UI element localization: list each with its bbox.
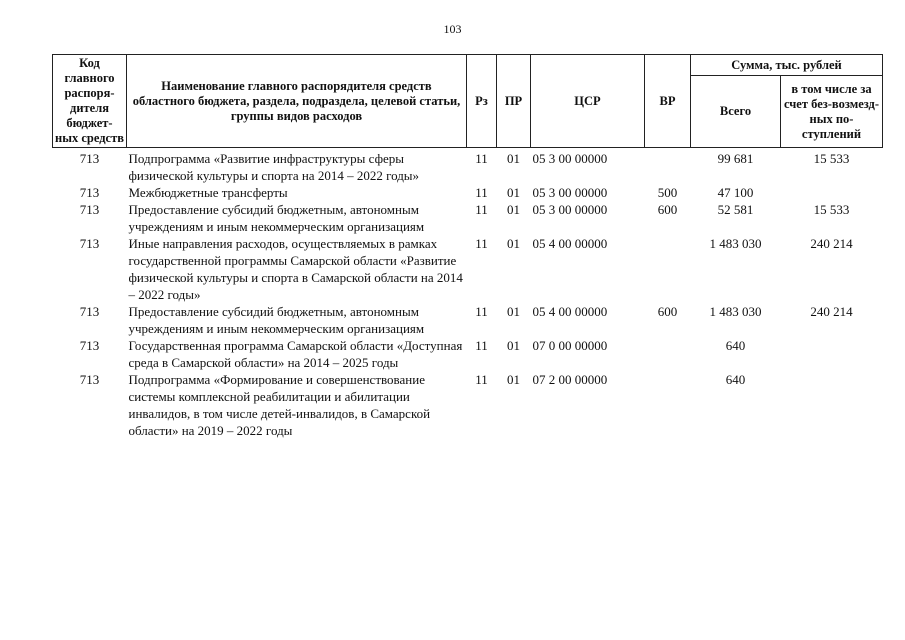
table-row [53,303,883,337]
cell-vr [645,235,691,303]
table-row [53,337,883,371]
cell-pr: 01 [507,202,520,217]
cell-total: 99 681 [717,151,754,166]
table-row [53,235,883,303]
cell-code: 713 [79,185,100,200]
header-name: Наименование главного распорядителя средств областного бюджета, раздела, подраздела, целевой статьи, группы видов расходов [127,55,467,148]
cell-csr: 05 4 00 00000 [532,236,608,251]
cell-name: Предоставление субсидий бюджетным, автономным учреждениям и иным некоммерческим организациям [128,202,425,234]
header-vr: ВР [645,55,691,148]
cell-pr: 01 [507,304,520,319]
table-row [53,184,883,201]
header-total: Всего [691,76,781,148]
cell-code: 713 [79,304,100,319]
table-row [53,201,883,235]
cell-csr: 05 3 00 00000 [532,202,608,217]
cell-vr: 600 [657,304,678,319]
cell-code: 713 [79,236,100,251]
cell-rz: 11 [475,372,488,387]
cell-total: 1 483 030 [709,236,762,251]
cell-total: 640 [725,372,746,387]
cell-csr: 05 3 00 00000 [532,185,608,200]
cell-total: 640 [725,338,746,353]
cell-name: Межбюджетные трансферты [128,185,288,200]
cell-total: 52 581 [717,202,754,217]
cell-code: 713 [79,338,100,353]
cell-incl: 240 214 [810,236,853,251]
cell-incl [781,337,883,371]
cell-code: 713 [79,151,100,166]
cell-rz: 11 [475,151,488,166]
cell-rz: 11 [475,202,488,217]
table-header [53,55,883,148]
cell-incl: 15 533 [813,151,850,166]
table-body [53,148,883,440]
cell-pr: 01 [507,236,520,251]
cell-name: Государственная программа Самарской области «Доступная среда в Самарской области» на 2014 – 2025 годы [128,338,463,370]
page-number: 103 [443,22,462,36]
header-rz: Рз [467,55,497,148]
cell-name: Предоставление субсидий бюджетным, автономным учреждениям и иным некоммерческим организациям [128,304,425,336]
cell-code: 713 [79,202,100,217]
header-code: Код главного распоря-дителя бюджет-ных средств [53,55,127,148]
header-sum-group: Сумма, тыс. рублей [691,55,883,76]
header-csr: ЦСР [531,55,645,148]
cell-rz: 11 [475,304,488,319]
cell-code: 713 [79,372,100,387]
table-row [53,371,883,439]
cell-vr [645,371,691,439]
cell-vr: 500 [657,185,678,200]
cell-pr: 01 [507,151,520,166]
cell-incl: 15 533 [813,202,850,217]
cell-name: Подпрограмма «Формирование и совершенствование системы комплексной реабилитации и абилитации инвалидов, в том числе детей-инвалидов, в Самарской области» на 2019 – 2022 годы [128,372,431,438]
cell-vr [645,148,691,185]
cell-vr: 600 [657,202,678,217]
budget-table [52,54,883,439]
cell-csr: 05 3 00 00000 [532,151,608,166]
cell-incl: 240 214 [810,304,853,319]
cell-name: Иные направления расходов, осуществляемых в рамках государственной программы Самарской области «Развитие физической культуры и спорта в Самарской области на 2014 – 2022 годы» [128,236,463,302]
cell-incl [781,371,883,439]
cell-pr: 01 [507,372,520,387]
cell-rz: 11 [475,185,488,200]
header-pr: ПР [497,55,531,148]
cell-rz: 11 [475,338,488,353]
cell-vr [645,337,691,371]
cell-csr: 07 2 00 00000 [532,372,608,387]
cell-pr: 01 [507,185,520,200]
cell-pr: 01 [507,338,520,353]
cell-incl [781,184,883,201]
table-row [53,148,883,185]
cell-rz: 11 [475,236,488,251]
cell-csr: 07 0 00 00000 [532,338,608,353]
header-incl: в том числе за счет без-возмезд-ных по-ступлений [781,76,883,148]
cell-total: 1 483 030 [709,304,762,319]
cell-total: 47 100 [717,185,754,200]
cell-name: Подпрограмма «Развитие инфраструктуры сферы физической культуры и спорта на 2014 – 2022 годы» [128,151,420,183]
cell-csr: 05 4 00 00000 [532,304,608,319]
